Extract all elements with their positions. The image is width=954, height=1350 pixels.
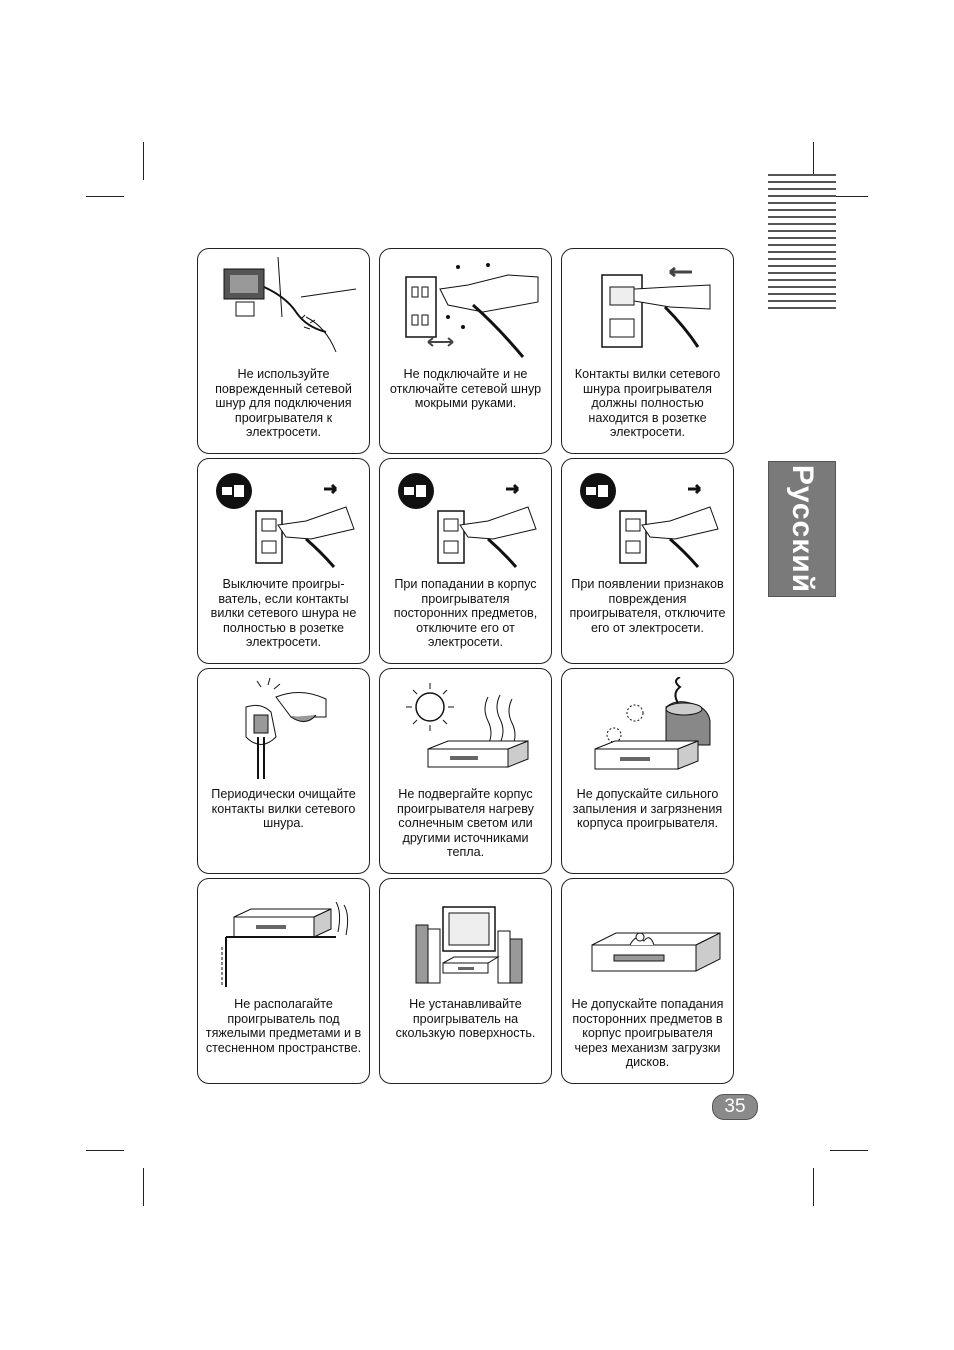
plug-fully-inserted-icon [570,257,725,362]
heavy-object-icon [206,887,361,992]
safety-caption: При появлении признаков повреждения проигрывателя, отключите его от электросети. [569,577,726,635]
safety-card [197,668,370,874]
safety-caption: Выключите проигры- ватель, если контакты вилки сетевого шнура не полностью в розетке электросети. [210,577,357,650]
crop-mark [813,1168,814,1206]
language-tab [768,461,836,597]
safety-caption: Не подключайте и не отключайте сетевой шнур мокрыми руками. [389,367,542,411]
safety-caption: Не устанавливайте проигрыватель на скользкую поверхность. [395,997,536,1041]
safety-caption: Не подвергайте корпус проигрывателя нагреву солнечным светом или другими источниками тепла. [397,787,534,860]
crop-mark [86,1150,124,1151]
safety-card [379,248,552,454]
safety-card [561,458,734,664]
safety-card [561,668,734,874]
unplug-icon [570,467,725,572]
safety-card [379,668,552,874]
safety-card [561,878,734,1084]
crop-mark [830,1150,868,1151]
safety-card [379,458,552,664]
safety-card [197,248,370,454]
crop-mark [143,142,144,180]
safety-card [561,248,734,454]
safety-caption: Периодически очищайте контакты вилки сетевого шнура. [211,787,356,831]
slippery-surface-icon [388,887,543,992]
safety-caption: Контакты вилки сетевого шнура проигрывателя должны полностью находится в розетке электросети. [574,367,721,440]
crop-mark [143,1168,144,1206]
safety-caption: Не допускайте попадания посторонних предметов в корпус проигрывателя через механизм загрузки дисков. [571,997,724,1070]
wet-hands-icon [388,257,543,362]
safety-caption: Не используйте поврежденный сетевой шнур для подключения проигрывателя к электросети. [215,367,352,440]
clean-plug-icon [206,677,361,782]
safety-caption: При попадании в корпус проигрывателя посторонних предметов, отключите его от электросети. [393,577,538,650]
safety-card [379,878,552,1084]
unplug-icon [206,467,361,572]
safety-card [197,878,370,1084]
safety-caption: Не располагайте проигрыватель под тяжелыми предметами и в стесненном пространстве. [205,997,362,1055]
crop-mark [86,196,124,197]
unplug-icon [388,467,543,572]
damaged-cord-icon [206,257,361,362]
decorative-stripes [768,174,836,312]
sun-heat-icon [388,677,543,782]
language-tab-label: Русский [786,464,819,594]
dust-icon [570,677,725,782]
foreign-object-tray-icon [570,887,725,992]
safety-card [197,458,370,664]
safety-grid [197,248,734,1084]
page-number-badge: 35 [712,1094,758,1120]
safety-caption: Не допускайте сильного запыления и загрязнения корпуса проигрывателя. [572,787,723,831]
